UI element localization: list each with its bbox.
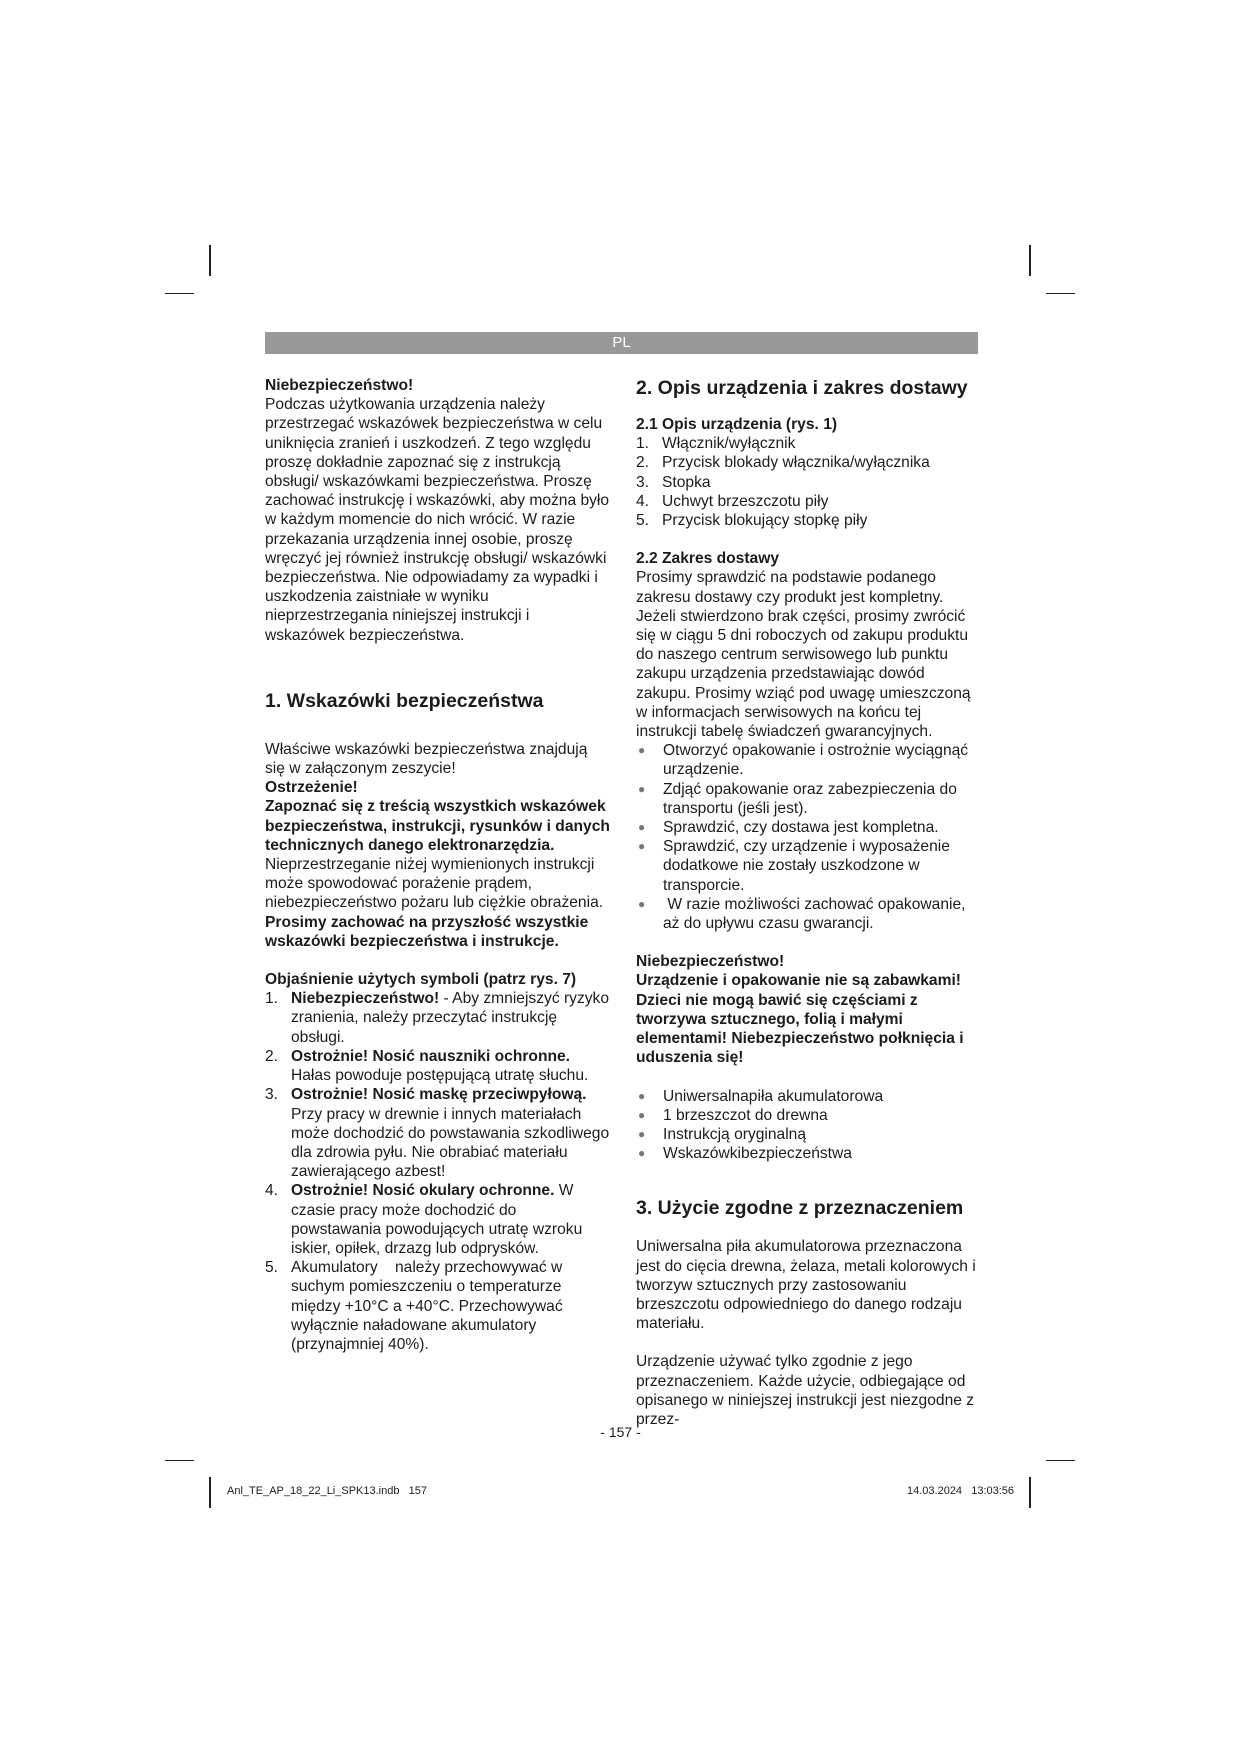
date-slug: 14.03.2024 13:03:56 (907, 1485, 1015, 1497)
warning-bold: Zapoznać się z treścią wszystkich wskazówek bezpieczeństwa, instrukcji, rysunków i danych technicznych danego elektronarzędzia. (265, 798, 610, 854)
description-list (636, 434, 981, 530)
list-item: ● Wskazówkibezpieczeństwa (638, 1145, 852, 1163)
list-item: 1. Niebezpieczeństwo! - Aby zmniejszyć ryzyko zranienia, należy przeczytać instrukcję obsługi. (265, 990, 610, 1046)
list-item: 2. Ostrożnie! Nosić nauszniki ochronne. Hałas powoduje postępującą utratę słuchu. (265, 1047, 589, 1085)
section-2-heading: 2. Opis urządzenia i zakres dostawy (636, 377, 968, 399)
description-title: 2.1 Opis urządzenia (rys. 1) (636, 416, 838, 433)
bullet-icon: ● (638, 1146, 646, 1161)
child-danger-text: Urządzenie i opakowanie nie są zabawkami! Dzieci nie mogą bawić się częściami z tworzywa sztucznego, folią i małymi elementami! Niebezpieczeństwo połknięcia i uduszenia się! (636, 972, 964, 1067)
list-item: ● W razie możliwości zachować opakowanie, aż do upływu czasu gwarancji. (638, 895, 970, 933)
list-item: 4. Ostrożnie! Nosić okulary ochronne. W czasie pracy może dochodzić do powstawania powodujących utratę wzroku iskier, opiłek, drzazg lub odprysków. (265, 1182, 583, 1257)
scope-bullets (636, 741, 981, 933)
section-1-heading: 1. Wskazówki bezpieczeństwa (265, 689, 544, 712)
bullet-icon: ● (638, 1107, 646, 1122)
use-paragraph-2: Urządzenie używać tylko zgodnie z jego przeznaczeniem. Każde użycie, odbiegające od opisanego w niniejszej instrukcji jest niezgodne z przez- (636, 1353, 975, 1428)
list-item: ● Otworzyć opakowanie i ostrożnie wyciągnąć urządzenie. (638, 742, 969, 779)
list-item: 5. Akumulatory należy przechowywać w suchym pomieszczeniu o temperaturze między +10°C a +40°C. Przechowywać wyłącznie naładowane akumulatory (przynajmniej 40%). (265, 1259, 567, 1353)
list-item: ● Sprawdzić, czy dostawa jest kompletna. (638, 819, 939, 837)
warning-paragraph (265, 797, 610, 912)
page-number: - 157 - (600, 1424, 641, 1440)
section-3-heading: 3. Użycie zgodne z przeznaczeniem (636, 1197, 964, 1220)
symbols-title: Objaśnienie użytych symboli (patrz rys. 7) (265, 971, 577, 989)
crop-mark (1046, 1460, 1075, 1461)
list-item: ● Uniwersalnapiła akumulatorowa (638, 1087, 884, 1105)
warning-text: Nieprzestrzeganie niżej wymienionych instrukcji może spowodować porażenie prądem, niebezpieczeństwo pożaru lub ciężkie obrażenia. (265, 856, 604, 912)
list-item: 1. Włącznik/wyłącznik (636, 435, 796, 453)
list-item: ● Sprawdzić, czy urządzenie i wyposażenie dodatkowe nie zostały uszkodzone w transporcie. (638, 838, 950, 894)
right-column (636, 376, 981, 1429)
crop-mark (165, 293, 194, 294)
language-bar: PL (265, 332, 978, 354)
left-column (265, 376, 610, 1354)
crop-mark (1029, 245, 1031, 276)
file-slug: Anl_TE_AP_18_22_Li_SPK13.indb 157 (227, 1485, 427, 1497)
bullet-icon: ● (638, 839, 646, 854)
symbols-list (265, 989, 610, 1354)
list-item: 3. Stopka (636, 473, 711, 491)
danger-title: Niebezpieczeństwo! (265, 377, 414, 394)
crop-mark (209, 245, 211, 276)
section-1-intro: Właściwe wskazówki bezpieczeństwa znajdują się w załączonym zeszycie! (265, 740, 588, 778)
bullet-icon: ● (638, 1126, 646, 1141)
list-item: 2. Przycisk blokady włącznika/wyłącznika (636, 454, 930, 472)
bullet-icon: ● (638, 1088, 646, 1103)
crop-mark (165, 1460, 194, 1461)
warning-keep: Prosimy zachować na przyszłość wszystkie wskazówki bezpieczeństwa i instrukcje. (265, 913, 589, 950)
list-item: ● 1 brzeszczot do drewna (638, 1106, 828, 1124)
bullet-icon: ● (638, 743, 646, 758)
child-danger-title: Niebezpieczeństwo! (636, 953, 785, 971)
bullet-icon: ● (638, 781, 646, 796)
bullet-icon: ● (638, 820, 646, 835)
contents-list (636, 1087, 981, 1164)
list-item: 5. Przycisk blokujący stopkę piły (636, 512, 868, 530)
list-item: ● Instrukcją oryginalną (638, 1125, 807, 1143)
use-paragraph-1: Uniwersalna piła akumulatorowa przeznaczona jest do cięcia drewna, żelaza, metali kolorowych i tworzyw sztucznych przy zastosowaniu brzeszczotu odpowiedniego do danego rodzaju materiału. (636, 1238, 976, 1333)
warning-title: Ostrzeżenie! (265, 779, 358, 797)
scope-text: Prosimy sprawdzić na podstawie podanego zakresu dostawy czy produkt jest kompletny. Jeżeli stwierdzono brak części, prosimy zwrócić się w ciągu 5 dni roboczych od zakupu produktu do naszego centrum serwisowego lub punktu zakupu urządzenia przedstawiając dowód zakupu. Prosimy wziąć pod uwagę umieszczoną w informacjach serwisowych na końcu tej instrukcji tabelę świadczeń gwarancyjnych. (636, 569, 971, 741)
crop-mark (1029, 1477, 1031, 1508)
crop-mark (209, 1477, 211, 1508)
crop-mark (1046, 293, 1075, 294)
list-item: ● Zdjąć opakowanie oraz zabezpieczenia do transportu (jeśli jest). (638, 780, 957, 817)
scope-title: 2.2 Zakres dostawy (636, 550, 780, 568)
list-item: 4. Uchwyt brzeszczotu piły (636, 492, 829, 510)
bullet-icon: ● (638, 896, 646, 911)
danger-text: Podczas użytkowania urządzenia należy przestrzegać wskazówek bezpieczeństwa w celu uniknięcia zranień i uszkodzeń. Z tego względu proszę dokładnie zapoznać się z instrukcją obsługi/ wskazówkami bezpieczeństwa. Proszę zachować instrukcję i wskazówki, aby można było w każdym momencie do nich wrócić. W razie przekazania urządzenia innej osobie, proszę wręczyć jej również instrukcję obsługi/ wskazówki bezpieczeństwa. Nie odpowiadamy za wypadki i uszkodzenia zaistniałe w wyniku nieprzestrzegania niniejszej instrukcji i wskazówek bezpieczeństwa. (265, 396, 610, 644)
list-item: 3. Ostrożnie! Nosić maskę przeciwpyłową. Przy pracy w drewnie i innych materiałach może dochodzić do powstawania szkodliwego dla zdrowia pyłu. Nie obrabiać materiału zawierającego azbest! (265, 1086, 610, 1181)
